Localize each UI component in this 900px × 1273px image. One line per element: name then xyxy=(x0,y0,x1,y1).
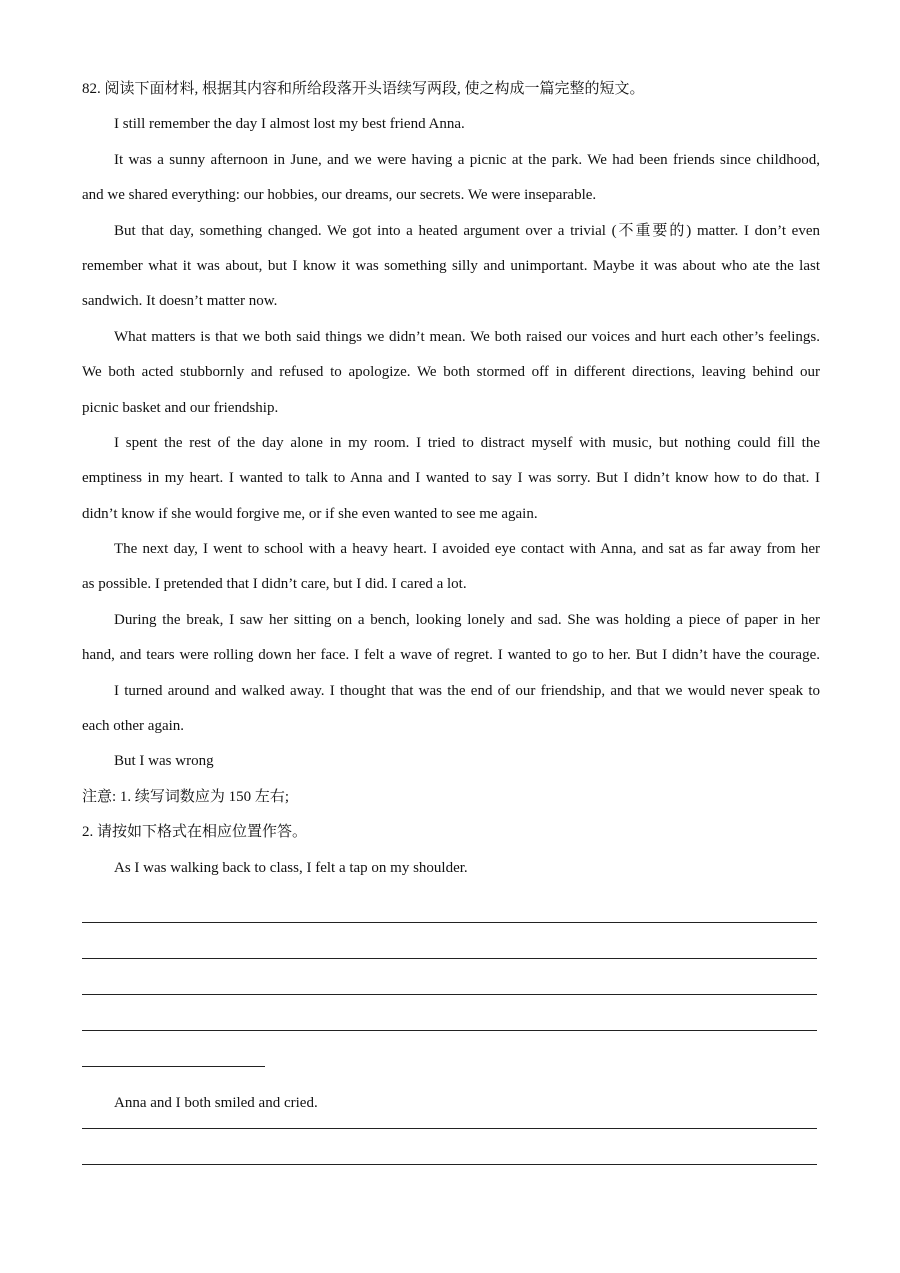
passage-line: I still remember the day I almost lost my best friend Anna. xyxy=(114,116,465,133)
note-format: 2. 请按如下格式在相应位置作答。 xyxy=(82,824,308,841)
passage-line: remember what it was about, but I know it was something silly and unimportant. Maybe it was about who ate the last xyxy=(82,257,820,274)
question-instruction: 82. 阅读下面材料, 根据其内容和所给段落开头语续写两段, 使之构成一篇完整的短文。 xyxy=(82,81,645,97)
passage-line: and we shared everything: our hobbies, our dreams, our secrets. We were inseparable. xyxy=(82,187,597,204)
passage-line: hand, and tears were rolling down her face. I felt a wave of regret. I wanted to go to her. But I didn’t have the courage. xyxy=(82,647,820,664)
passage-line: The next day, I went to school with a heavy heart. I avoided eye contact with Anna, and sat as far away from her xyxy=(114,541,820,558)
continuation-opening-1: As I was walking back to class, I felt a tap on my shoulder. xyxy=(114,859,468,876)
passage-line: We both acted stubbornly and refused to apologize. We both stormed off in different directions, leaving behind our xyxy=(82,364,820,381)
passage-line: didn’t know if she would forgive me, or if she even wanted to see me again. xyxy=(82,505,538,522)
continuation-opening-2: Anna and I both smiled and cried. xyxy=(114,1094,318,1111)
passage-line: picnic basket and our friendship. xyxy=(82,399,279,416)
passage-line: I spent the rest of the day alone in my room. I tried to distract myself with music, but nothing could fill the xyxy=(114,434,820,451)
passage-line: But I was wrong xyxy=(114,753,214,770)
passage-line: What matters is that we both said things we didn’t mean. We both raised our voices and hurt each other’s feelings. xyxy=(114,328,820,345)
passage-line: each other again. xyxy=(82,718,185,735)
note-word-count: 注意: 1. 续写词数应为 150 左右; xyxy=(82,788,290,805)
passage-line: During the break, I saw her sitting on a bench, looking lonely and sad. She was holding a piece of paper in her xyxy=(114,611,820,628)
exam-page xyxy=(82,72,820,1165)
answer-line[interactable] xyxy=(82,1163,817,1165)
passage-line: But that day, something changed. We got into a heated argument over a trivial (不重要的) matter. I don’t even xyxy=(114,222,820,239)
passage-line: sandwich. It doesn’t matter now. xyxy=(82,293,278,310)
passage-line: It was a sunny afternoon in June, and we were having a picnic at the park. We had been friends since childhood, xyxy=(114,151,820,168)
passage-line: as possible. I pretended that I didn’t care, but I did. I cared a lot. xyxy=(82,576,467,593)
passage-line: emptiness in my heart. I wanted to talk to Anna and I wanted to say I was sorry. But I didn’t know how to do that. I xyxy=(82,470,820,487)
passage-line: I turned around and walked away. I thought that was the end of our friendship, and that we would never speak to xyxy=(114,682,820,699)
